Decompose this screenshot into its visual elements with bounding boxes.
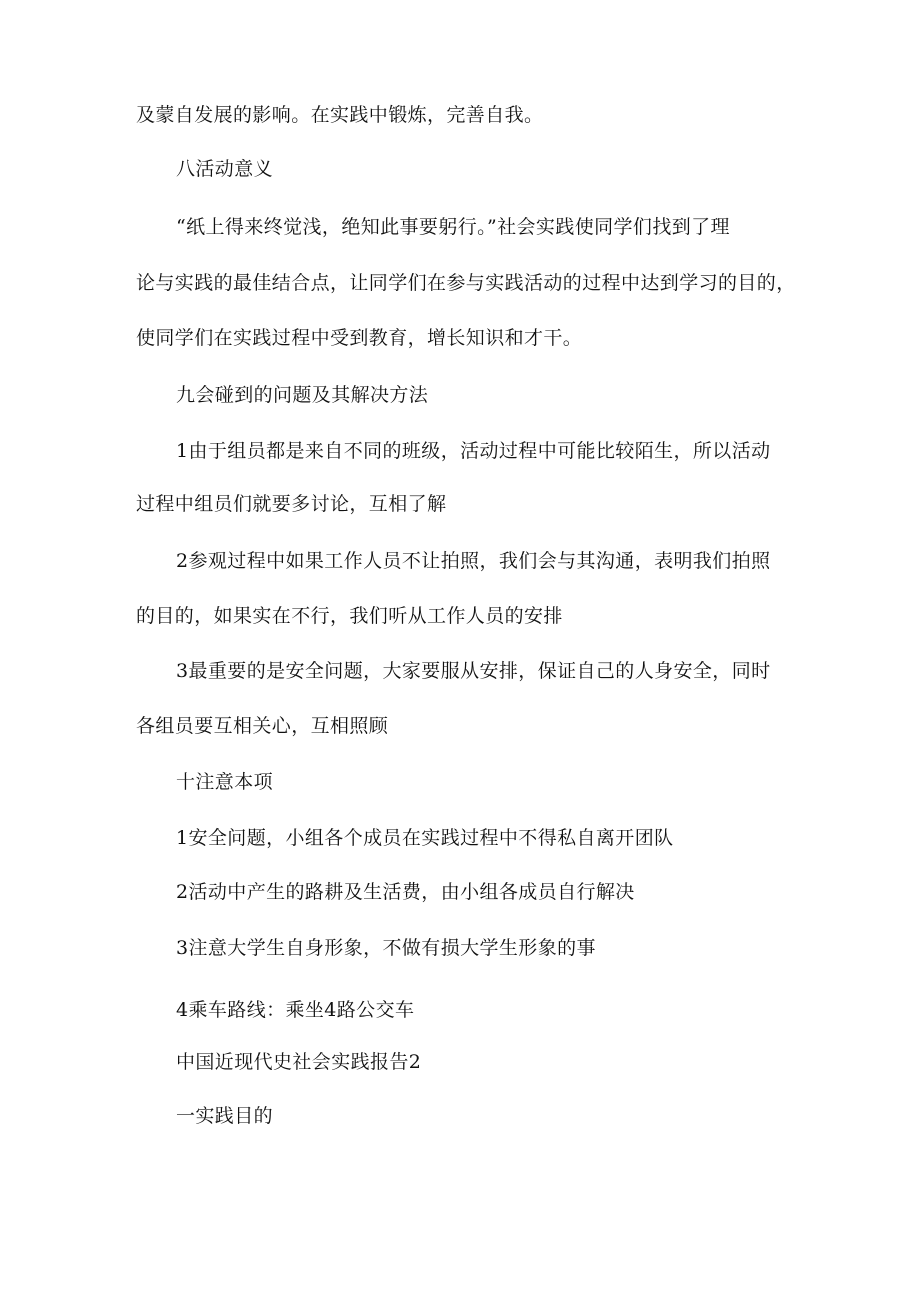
- paragraph-line: “纸上得来终觉浅，绝知此事要躬行。”社会实践使同学们找到了理: [176, 216, 730, 238]
- paragraph-line: 2参观过程中如果工作人员不让拍照，我们会与其沟通，表明我们拍照: [176, 550, 771, 572]
- paragraph-line: 使同学们在实践过程中受到教育，增长知识和才干。: [136, 327, 583, 349]
- paragraph-line: 1由于组员都是来自不同的班级，活动过程中可能比较陌生，所以活动: [176, 440, 771, 462]
- list-item: 4乘车路线：乘坐4路公交车: [176, 999, 415, 1021]
- section-heading-activity-significance: 八活动意义: [176, 158, 274, 180]
- paragraph-line: 及蒙自发展的影响。在实践中锻炼，完善自我。: [136, 104, 544, 126]
- report-title: 中国近现代史社会实践报告2: [176, 1051, 422, 1073]
- paragraph-line: 的目的，如果实在不行，我们听从工作人员的安排: [136, 605, 563, 627]
- list-item: 1安全问题，小组各个成员在实践过程中不得私自离开团队: [176, 827, 674, 849]
- paragraph-line: 过程中组员们就要多讨论，互相了解: [136, 493, 447, 515]
- list-item: 2活动中产生的路耕及生活费，由小组各成员自行解决: [176, 881, 635, 903]
- section-heading-possible-problems: 九会碰到的问题及其解决方法: [176, 384, 429, 406]
- section-heading-practice-purpose: 一实践目的: [176, 1105, 274, 1127]
- paragraph-line: 各组员要互相关心，互相照顾: [136, 715, 389, 737]
- paragraph-line: 3最重要的是安全问题，大家要服从安排，保证自己的人身安全，同时: [176, 660, 771, 682]
- section-heading-notes: 十注意本项: [176, 771, 274, 793]
- list-item: 3注意大学生自身形象，不做有损大学生形象的事: [176, 937, 596, 959]
- paragraph-line: 论与实践的最佳结合点，让同学们在参与实践活动的过程中达到学习的目的，: [136, 272, 796, 294]
